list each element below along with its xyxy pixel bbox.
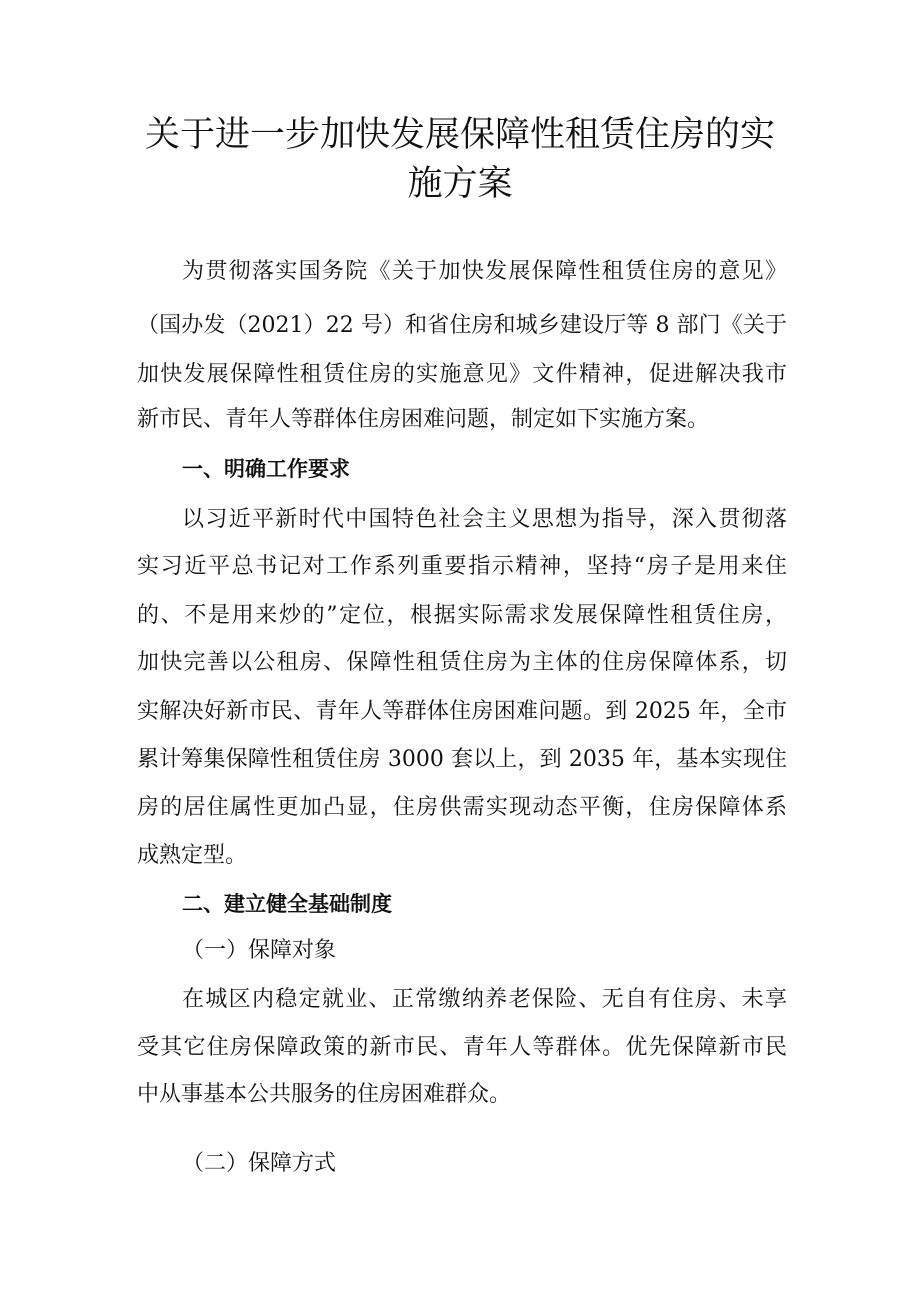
section-1-line-5: 实解决好新市民、青年人等群体住房困难问题。到 2025 年，全市 [137, 699, 787, 724]
subsection-2-heading: （二）保障方式 [182, 1151, 337, 1176]
intro-line-1: 为贯彻落实国务院《关于加快发展保障性租赁住房的意见》 [182, 259, 787, 284]
section-1-heading: 一、明确工作要求 [182, 457, 350, 481]
intro-line-4: 新市民、青年人等群体住房困难问题，制定如下实施方案。 [137, 407, 710, 432]
subsection-1-heading: （一）保障对象 [182, 938, 337, 963]
section-1-line-8: 成熟定型。 [137, 843, 248, 868]
section-1-line-4: 加快完善以公租房、保障性租赁住房为主体的住房保障体系，切 [137, 650, 787, 675]
section-1-line-7: 房的居住属性更加凸显，住房供需实现动态平衡，住房保障体系 [137, 795, 787, 820]
intro-line-3: 加快发展保障性租赁住房的实施意见》文件精神，促进解决我市 [137, 362, 787, 387]
intro-line-2: （国办发（2021）22 号）和省住房和城乡建设厅等 8 部门《关于 [137, 313, 787, 338]
section-1-line-2: 实习近平总书记对工作系列重要指示精神，坚持“房子是用来住 [137, 554, 787, 579]
section-1-line-3: 的、不是用来炒的”定位，根据实际需求发展保障性租赁住房， [137, 603, 787, 628]
section-1-line-1: 以习近平新时代中国特色社会主义思想为指导，深入贯彻落 [182, 507, 787, 532]
subsection-1-line-1: 在城区内稳定就业、正常缴纳养老保险、无自有住房、未享 [182, 987, 787, 1012]
section-1-line-6: 累计筹集保障性租赁住房 3000 套以上，到 2035 年，基本实现住 [137, 747, 787, 772]
section-2-heading: 二、建立健全基础制度 [182, 892, 392, 916]
document-title-line-1: 关于进一步加快发展保障性租赁住房的实 [144, 115, 775, 155]
subsection-1-line-2: 受其它住房保障政策的新市民、青年人等群体。优先保障新市民 [137, 1035, 787, 1060]
document-title-line-2: 施方案 [407, 164, 513, 204]
subsection-1-line-3: 中从事基本公共服务的住房困难群众。 [137, 1082, 512, 1107]
